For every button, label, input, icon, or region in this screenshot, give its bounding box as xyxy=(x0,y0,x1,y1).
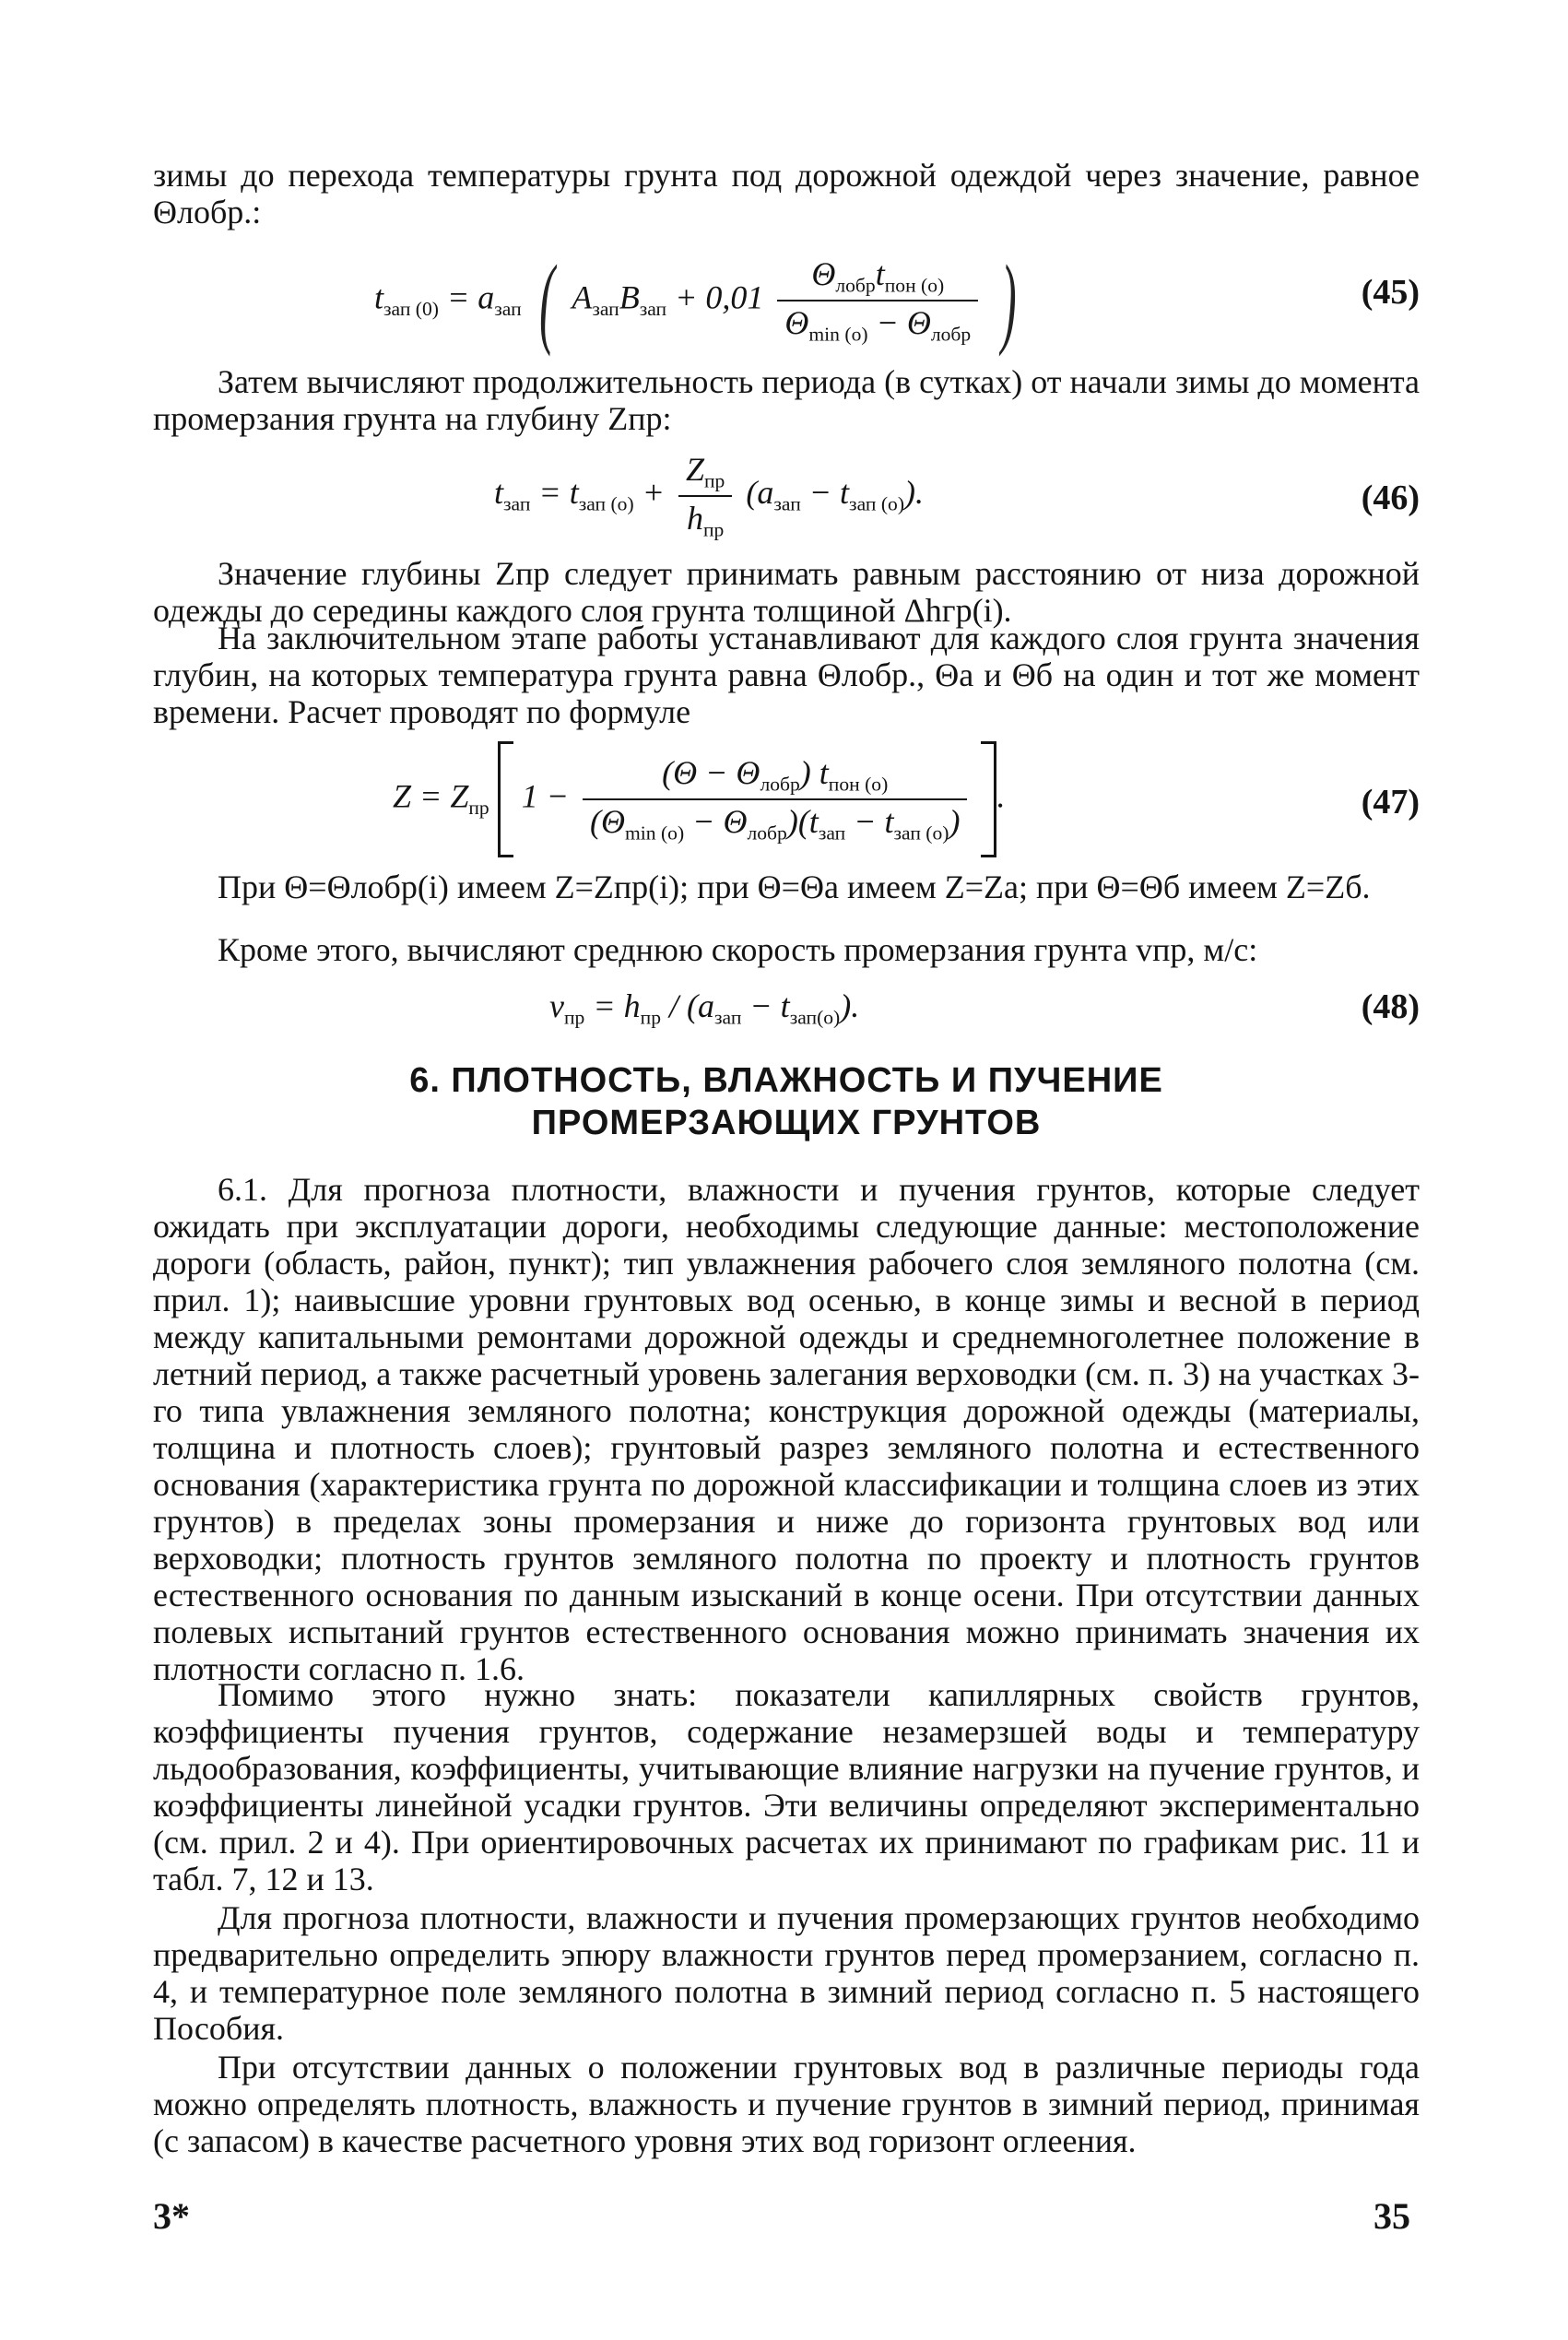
equation-46-body: $t_{зап} = t_{зап (о)}$ + $\frac{Z_{пр}}{h_{пр}}$ $(a_{зап} - t_{зап (о)})$. xyxy=(494,451,925,541)
equation-48 xyxy=(153,977,1420,1033)
paragraph-additional-data: Помимо этого нужно знать: показатели капиллярных свойств грунтов, коэффициенты пучения грунтов, содержание незамерзшей воды и температуру льдообразования, коэффициенты, учитывающие влияние нагрузки на пучение грунтов, и коэффициенты линейной усадки грунтов. Эти величины определяют экспериментально (см. прил. 2 и 4). При ориентировочных расчетах их принимают по графикам рис. 11 и табл. 7, 12 и 13. xyxy=(153,1676,1420,1897)
paragraph-depth: Значение глубины Zпр следует принимать равным расстоянию от низа дорожной одежды до середины каждого слоя грунта толщиной Δhгр(i). xyxy=(153,555,1420,629)
equation-45 xyxy=(153,235,1420,357)
paragraph-preliminary: Для прогноза плотности, влажности и пучения промерзающих грунтов необходимо предварительно определить эпюру влажности грунтов перед промерзанием, согласно п. 4, и температурное поле земляного полотна в зимний период согласно п. 5 настоящего Пособия. xyxy=(153,1899,1420,2047)
equation-45-number: (45) xyxy=(1361,273,1420,312)
paragraph-6-1: 6.1. Для прогноза плотности, влажности и пучения грунтов, которые следует ожидать при эксплуатации дороги, необходимы следующие данные: местоположение дороги (область, район, пункт); тип увлажнения рабочего слоя земляного полотна (см. прил. 1); наивысшие уровни грунтовых вод осенью, в конце зимы и весной в период между капитальными ремонтами дорожной одежды и среднемноголетнее положение в летний период, а также расчетный уровень залегания верховодки (см. п. 3) на участках 3-го типа увлажнения земляного полотна; конструкция дорожной одежды (материалы, толщина и плотность слоев); грунтовый разрез земляного полотна и естественного основания (характеристика грунта по дорожной классификации и толщина слоев из этих грунтов) в пределах зоны промерзания и ниже до горизонта грунтовых вод или верховодки; плотность грунтов земляного полотна по проекту и плотность грунтов естественного основания по данным изысканий в конце осени. При отсутствии данных полевых испытаний грунтов естественного основания можно принимать значения их плотности согласно п. 1.6. xyxy=(153,1171,1420,1687)
equation-48-body: $v_{пр} = h_{пр} / (a_{зап} - t_{зап(о)})$. xyxy=(549,987,860,1029)
signature-mark: 3* xyxy=(153,2195,190,2237)
equation-46 xyxy=(153,441,1420,542)
paragraph-intro: зимы до перехода температуры грунта под дорожной одеждой через значение, равное Θлобр.: xyxy=(153,157,1420,230)
equation-47-number: (47) xyxy=(1361,783,1420,821)
equation-45-body: $t_{зап (0)} = a_{зап}$ ( $A_{зап}B_{зап} + 0,01$ $\frac{\Theta_{лобр}t_{пон (о)}}{\Theta_{min (о)} - \Theta_{лобр}}$ ) xyxy=(374,244,1017,357)
paragraph-final-stage: На заключительном этапе работы устанавливают для каждого слоя грунта значения глубин, на которых температура грунта равна Θлобр., Θа и Θб на один и тот же момент времени. Расчет проводят по формуле xyxy=(153,620,1420,730)
equation-48-number: (48) xyxy=(1361,987,1420,1026)
equation-47 xyxy=(153,738,1420,857)
paragraph-groundwater: При отсутствии данных о положении грунтовых вод в различные периоды года можно определять плотность, влажность и пучение грунтов в зимний период, принимая (с запасом) в качестве расчетного уровня этих вод горизонт оглеения. xyxy=(153,2049,1420,2159)
section-heading-line-2: ПРОМЕРЗАЮЩИХ ГРУНТОВ xyxy=(531,1104,1042,1142)
equation-46-number: (46) xyxy=(1361,479,1420,517)
paragraph-cases: При Θ=Θлобр(i) имеем Z=Zпр(i); при Θ=Θа имеем Z=Zа; при Θ=Θб имеем Z=Zб. xyxy=(218,869,1371,905)
paragraph-duration: Затем вычисляют продолжительность периода (в сутках) от начали зимы до момента промерзания грунта на глубину Zпр: xyxy=(153,363,1420,437)
equation-47-body: $Z = Z_{пр}$ 1 − $\frac{(\Theta - \Theta_{лобр}) t_{пон (о)}}{(\Theta_{min (о)} - \Theta_{лобр})(t_{зап} - t_{зап (о)})}$ . xyxy=(393,741,1005,857)
page-number: 35 xyxy=(1373,2195,1410,2237)
paragraph-velocity: Кроме этого, вычисляют среднюю скорость промерзания грунта vпр, м/с: xyxy=(218,931,1258,968)
section-heading-line-1: 6. ПЛОТНОСТЬ, ВЛАЖНОСТЬ И ПУЧЕНИЕ xyxy=(409,1061,1163,1100)
